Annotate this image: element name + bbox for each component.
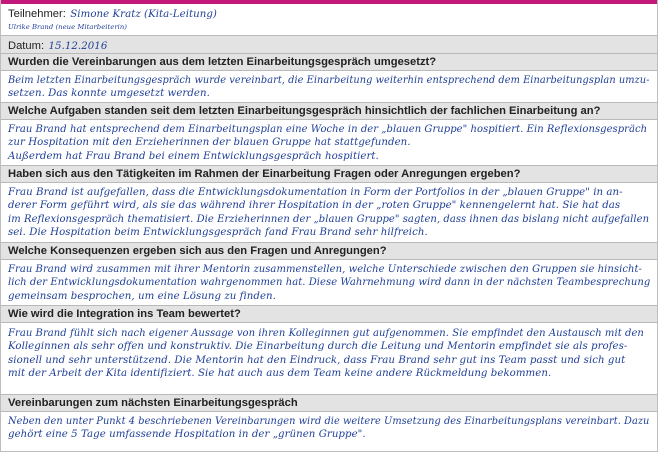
- participants-row: [1, 4, 657, 21]
- answer-4: [1, 260, 657, 306]
- answer-line: sei. Die Hospitation beim Entwicklungsgespräch fand Frau Brand sehr hilfreich.: [8, 227, 428, 239]
- answer-3: [1, 183, 657, 243]
- answer-6: [1, 412, 657, 442]
- answer-line: Kolleginnen als sehr offen und konstruktiv. Die Einarbeitung durch die Leitung und Mentorin empfindet sie als profes-: [8, 341, 628, 353]
- participants-label: Teilnehmer:: [8, 8, 66, 20]
- question-4: Welche Konsequenzen ergeben sich aus den Fragen und Anregungen?: [1, 243, 657, 260]
- answer-1: [1, 71, 657, 103]
- participant-1: Simone Kratz (Kita-Leitung): [70, 9, 217, 20]
- question-6: Vereinbarungen zum nächsten Einarbeitungsgespräch: [1, 395, 657, 412]
- answer-line: lich der Entwicklungsdokumentation wahrgenommen hat. Diese Wahrnehmung wird dann in der nächsten Teambesprechung: [8, 277, 651, 289]
- question-2: Welche Aufgaben standen seit dem letzten Einarbeitungsgespräch hinsichtlich der fachlichen Einarbeitung an?: [1, 103, 657, 120]
- answer-line: Frau Brand ist aufgefallen, dass die Entwicklungsdokumentation in Form der Portfolios in der „blauen Gruppe" in an-: [8, 187, 623, 198]
- question-5: Wie wird die Integration ins Team bewertet?: [1, 306, 657, 323]
- answer-line: Neben den unter Punkt 4 beschriebenen Vereinbarungen wird die weitere Umsetzung des Einarbeitungsplans vereinbart. Dazu: [8, 416, 650, 427]
- answer-line: zur Hospitation mit den Erzieherinnen der blauen Gruppe hat stattgefunden.: [8, 137, 411, 149]
- answer-line: im Reflexionsgespräch thematisiert. Die Erzieherinnen der „blauen Gruppe" sagten, dass ihnen das bislang nicht aufgefallen: [8, 213, 650, 225]
- answer-line: sionell und sehr unterstützend. Die Mentorin hat den Eindruck, dass Frau Brand sehr gut ins Team passt und sich gut: [8, 354, 626, 366]
- answer-line: gemeinsam besprochen, um eine Lösung zu finden.: [8, 290, 276, 302]
- date-value: 15.12.2016: [48, 41, 108, 52]
- answer-line: mit der Arbeit der Kita identifiziert. Sie hat auch aus dem Team keine andere Rückmeldung bekommen.: [8, 368, 552, 380]
- answer-line: gehört eine 5 Tage umfassende Hospitation in der „grünen Gruppe".: [8, 429, 366, 441]
- answer-line: Außerdem hat Frau Brand bei einem Entwicklungsgespräch hospitiert.: [8, 150, 379, 162]
- date-row: [1, 36, 657, 54]
- answer-line: Frau Brand wird zusammen mit ihrer Mentorin zusammenstellen, welche Unterschiede zwischen den Gruppen sie hinsicht-: [8, 264, 642, 275]
- answer-5: [1, 323, 657, 395]
- question-1: Wurden die Vereinbarungen aus dem letzten Einarbeitungsgespräch umgesetzt?: [1, 54, 657, 71]
- question-3: Haben sich aus den Tätigkeiten im Rahmen der Einarbeitung Fragen oder Anregungen ergeben?: [1, 166, 657, 183]
- answer-line: Frau Brand hat entsprechend dem Einarbeitungsplan eine Woche in der „blauen Gruppe" hospitiert. Ein Reflexionsgespräch: [8, 124, 648, 135]
- date-label: Datum:: [8, 40, 45, 52]
- answer-2: [1, 120, 657, 166]
- answer-line: derer Form geführt wird, als sie das während ihrer Hospitation in der „roten Gruppe" kennengelernt hat. Sie hat das: [8, 200, 621, 212]
- answer-line: Beim letzten Einarbeitungsgespräch wurde vereinbart, die Einarbeitung weiterhin entsprechend dem Einarbeitungsplan umzu-: [8, 75, 650, 86]
- answer-line: Frau Brand fühlt sich nach eigener Aussage von ihren Kolleginnen gut aufgenommen. Sie empfindet den Austausch mit den: [8, 328, 644, 339]
- answer-line: setzen. Das konnte umgesetzt werden.: [8, 88, 210, 100]
- participant-2: Ulrike Brand (neue Mitarbeiterin): [1, 21, 657, 36]
